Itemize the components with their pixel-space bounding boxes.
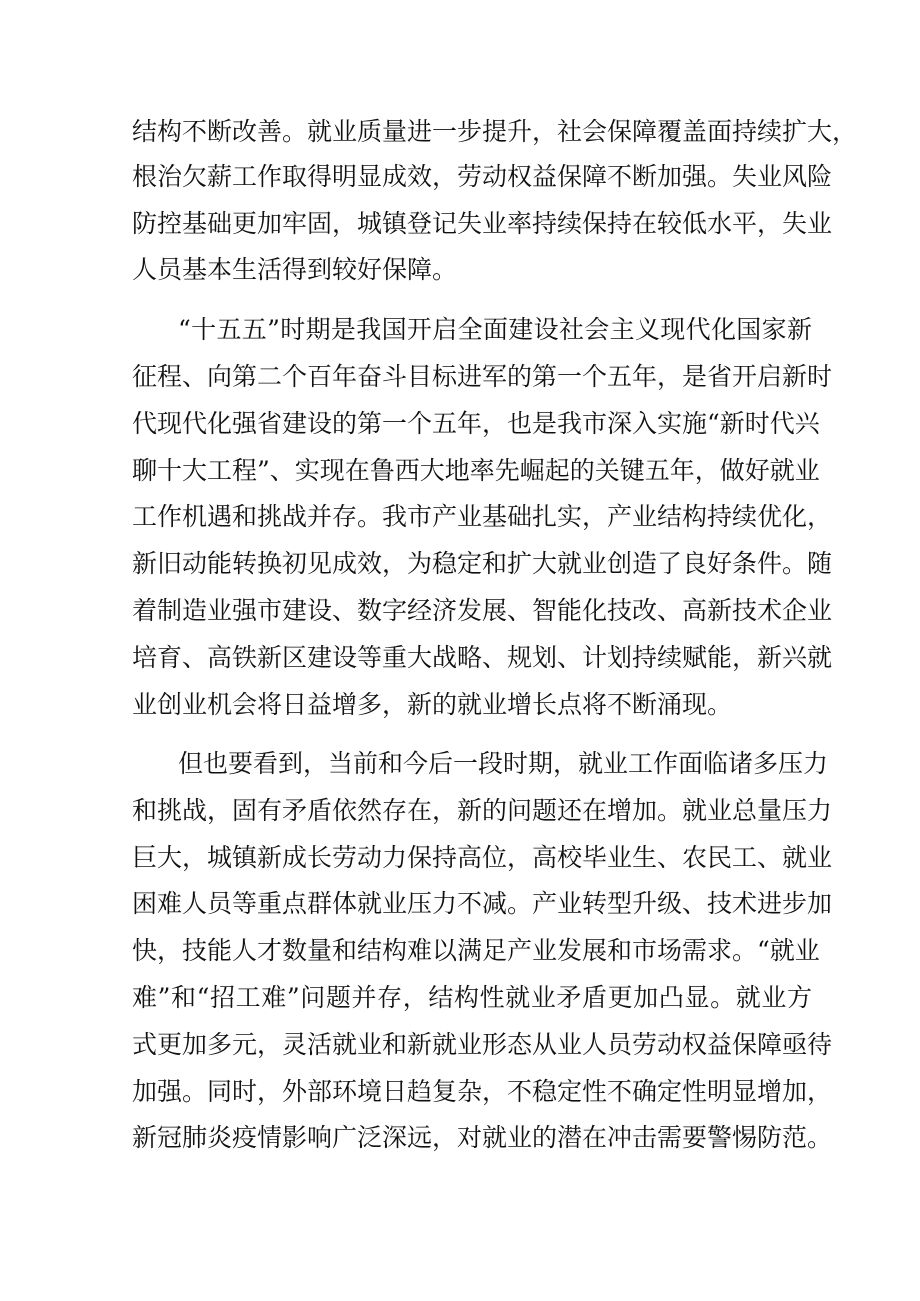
text-line: 结构不断改善。就业质量进一步提升，社会保障覆盖面持续扩大， <box>132 117 858 146</box>
text-line: 式更加多元，灵活就业和新就业形态从业人员劳动权益保障亟待 <box>132 1030 833 1059</box>
text-line: 难”和“招工难”问题并存，结构性就业矛盾更加凸显。就业方 <box>132 983 812 1012</box>
text-line: 工作机遇和挑战并存。我市产业基础扎实，产业结构持续优化， <box>132 502 833 531</box>
text-line: 人员基本生活得到较好保障。 <box>132 255 458 284</box>
text-line: 培育、高铁新区建设等重大战略、规划、计划持续赋能，新兴就 <box>132 643 833 672</box>
text-line: 着制造业强市建设、数字经济发展、智能化技改、高新技术企业 <box>132 596 833 625</box>
paragraph-start-line: 但也要看到，当前和今后一段时期，就业工作面临诸多压力 <box>178 749 829 778</box>
text-line: 征程、向第二个百年奋斗目标进军的第一个五年，是省开启新时 <box>132 362 833 391</box>
text-line: 困难人员等重点群体就业压力不减。产业转型升级、技术进步加 <box>132 889 833 918</box>
text-line: 和挑战，固有矛盾依然存在，新的问题还在增加。就业总量压力 <box>132 796 833 825</box>
text-line: 新冠肺炎疫情影响广泛深远，对就业的潜在冲击需要警惕防范。 <box>132 1123 833 1152</box>
text-line: 代现代化强省建设的第一个五年，也是我市深入实施“新时代兴 <box>132 409 820 438</box>
text-line: 防控基础更加牢固，城镇登记失业率持续保持在较低水平，失业 <box>132 209 833 238</box>
text-line: 加强。同时，外部环境日趋复杂，不稳定性不确定性明显增加， <box>132 1077 833 1106</box>
text-line: 巨大，城镇新成长劳动力保持高位，高校毕业生、农民工、就业 <box>132 843 833 872</box>
text-line: 业创业机会将日益增多，新的就业增长点将不断涌现。 <box>132 690 733 719</box>
text-line: 根治欠薪工作取得明显成效，劳动权益保障不断加强。失业风险 <box>132 162 833 191</box>
text-line: 快，技能人才数量和结构难以满足产业发展和市场需求。“就业 <box>132 936 820 965</box>
paragraph-start-line: “十五五”时期是我国开启全面建设社会主义现代化国家新 <box>178 315 812 344</box>
text-line: 聊十大工程”、实现在鲁西大地率先崛起的关键五年，做好就业 <box>132 456 820 485</box>
text-line: 新旧动能转换初见成效，为稳定和扩大就业创造了良好条件。随 <box>132 549 833 578</box>
